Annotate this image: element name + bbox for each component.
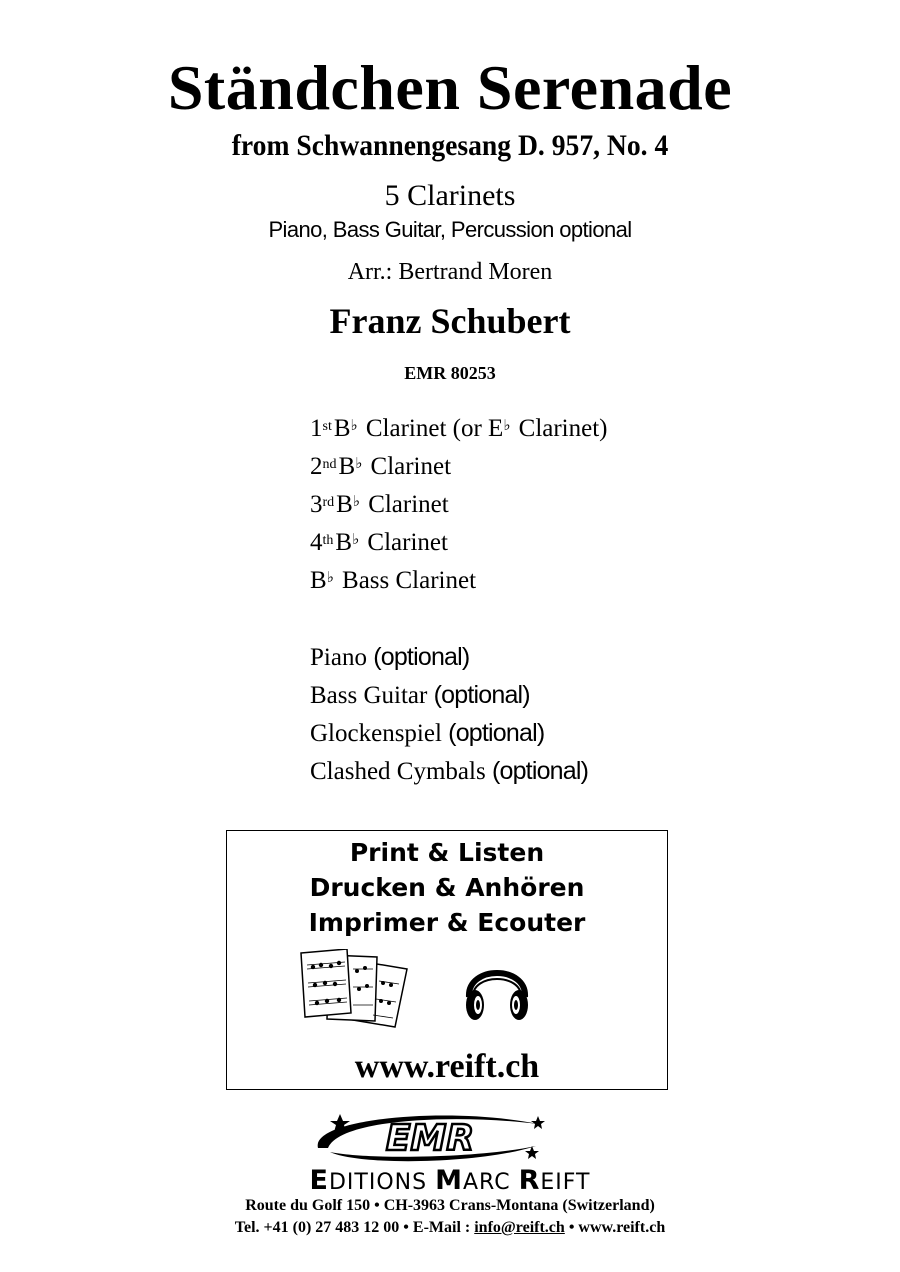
- parts-list: [310, 410, 608, 600]
- publisher-contact: Tel. +41 (0) 27 483 12 00 • E-Mail : info@reift.ch • www.reift.ch: [234, 1219, 666, 1236]
- sheet-music-icon: [299, 949, 409, 1029]
- catalog-number: EMR 80253: [404, 363, 496, 383]
- promo-line-fr: Imprimer & Ecouter: [308, 908, 586, 937]
- part-row: B♭ Bass Clarinet: [310, 567, 477, 594]
- optional-part-row: Clashed Cymbals (optional): [310, 757, 589, 785]
- optional-parts-list: [310, 638, 588, 790]
- page-subtitle: from Schwannengesang D. 957, No. 4: [231, 129, 669, 162]
- publisher-address: Route du Golf 150 • CH-3963 Crans-Montana (Switzerland): [245, 1197, 655, 1214]
- optional-part-row: Piano (optional): [310, 643, 470, 671]
- optional-part-row: Bass Guitar (optional): [310, 681, 530, 709]
- headphones-icon: [463, 953, 531, 1027]
- optional-instruments-line: Piano, Bass Guitar, Percussion optional: [268, 217, 632, 242]
- instrumentation: 5 Clarinets: [384, 179, 516, 212]
- website-link[interactable]: www.reift.ch: [354, 1048, 540, 1085]
- print-listen-box: [226, 830, 668, 1090]
- promo-line-en: Print & Listen: [349, 838, 545, 867]
- part-row: 2ndB♭ Clarinet: [310, 453, 452, 480]
- part-row: 3rdB♭ Clarinet: [310, 491, 449, 518]
- logo-text: EMR: [385, 1118, 475, 1159]
- emr-logo: [300, 1106, 560, 1170]
- optional-part-row: Glockenspiel (optional): [310, 719, 545, 747]
- promo-line-de: Drucken & Anhören: [309, 873, 585, 902]
- page-title: Ständchen Serenade: [167, 52, 733, 123]
- publisher-name: EDITIONS MARC REIFT: [309, 1165, 591, 1196]
- arranger: Arr.: Bertrand Moren: [347, 259, 553, 285]
- composer: Franz Schubert: [329, 301, 571, 341]
- part-row: 1stB♭ Clarinet (or E♭ Clarinet): [310, 415, 608, 442]
- part-row: 4thB♭ Clarinet: [310, 529, 448, 556]
- email-link[interactable]: info@reift.ch: [474, 1219, 565, 1236]
